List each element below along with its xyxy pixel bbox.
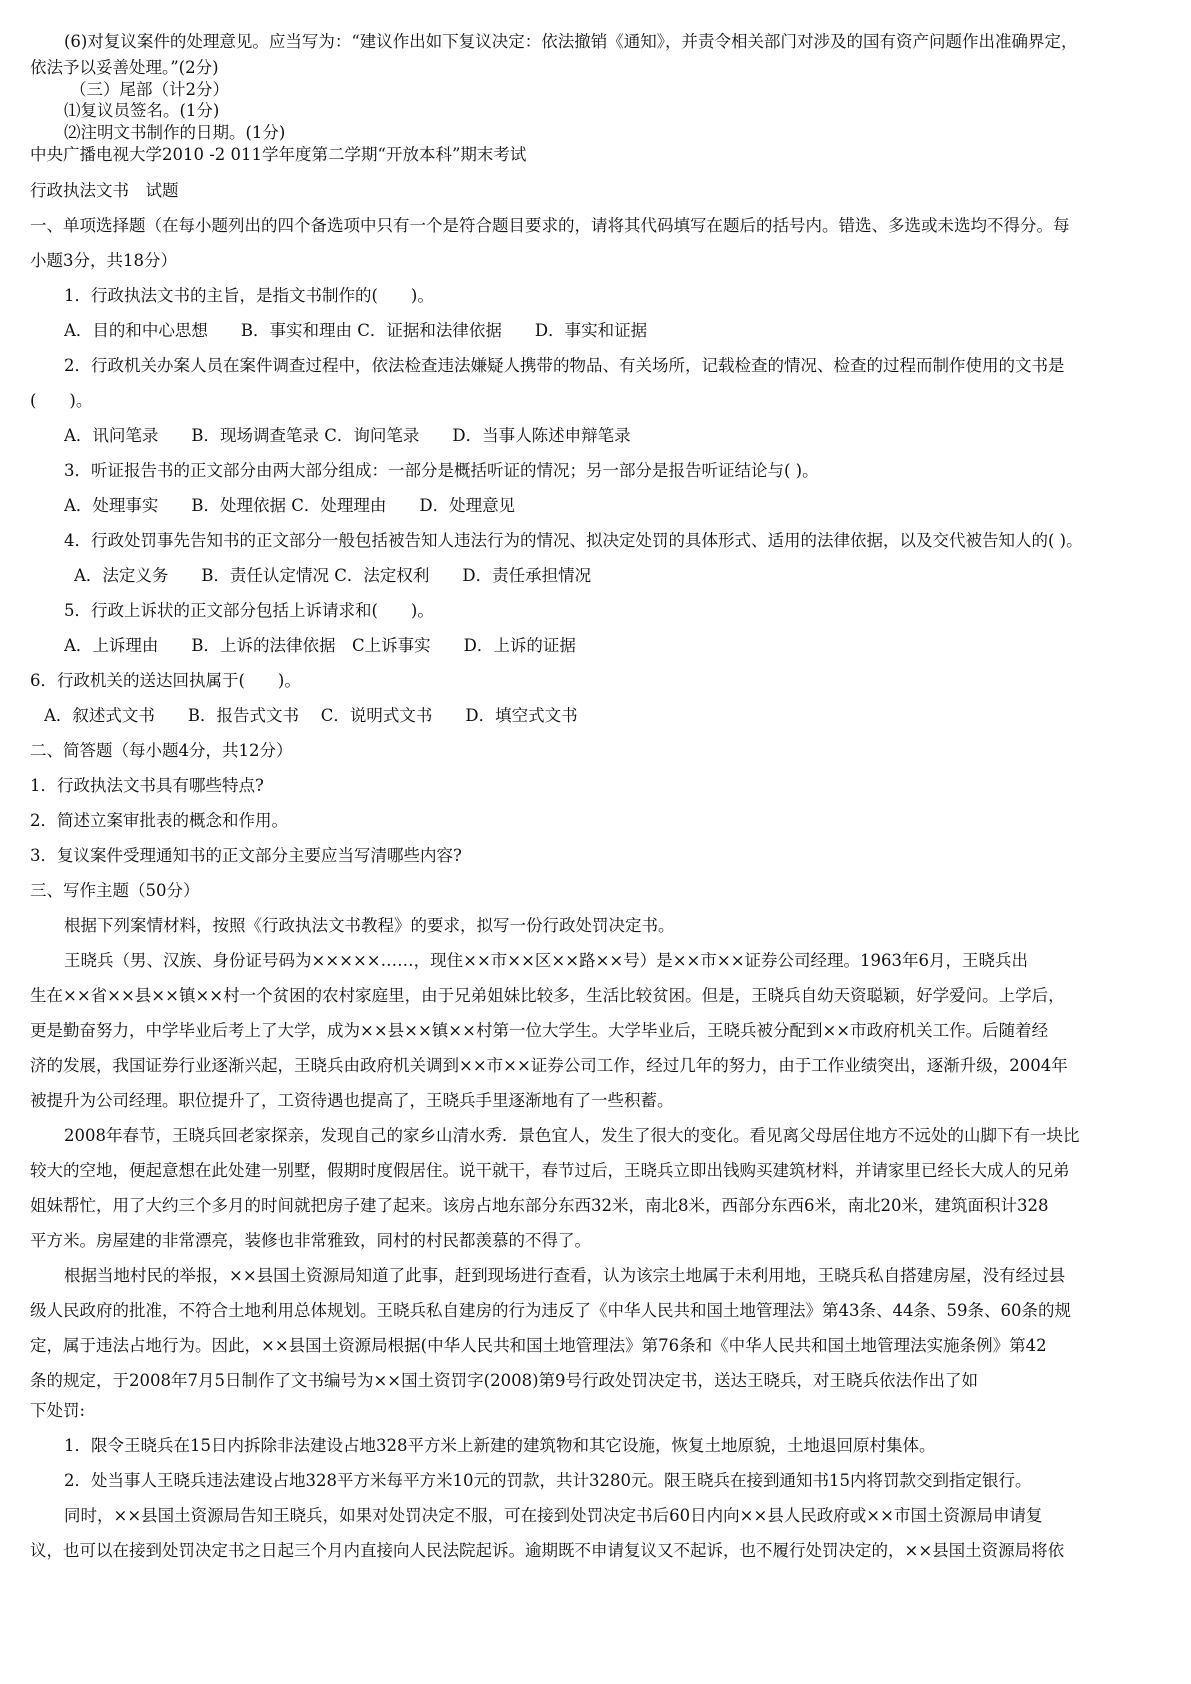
answer-options: A．目的和中心思想 B．事实和理由 C．证据和法律依据 D．事实和证据 (64, 321, 648, 340)
question: 2．简述立案审批表的概念和作用。 (30, 811, 288, 830)
text-line: (6)对复议案件的处理意见。应当写为：“建议作出如下复议决定：依法撤销《通知》，并责令相关部门对涉及的国有资产问题作出准确界定， (64, 32, 1078, 51)
text-line: 同时，××县国土资源局告知王晓兵，如果对处罚决定不服，可在接到处罚决定书后60日内向××县人民政府或××市国土资源局申请复 (64, 1506, 1043, 1525)
answer-options: A．上诉理由 B．上诉的法律依据 C上诉事实 D．上诉的证据 (64, 636, 576, 655)
text-line: 被提升为公司经理。职位提升了，工资待遇也提高了，王晓兵手里逐渐地有了一些积蓄。 (30, 1091, 674, 1110)
text-line: ( )。 (30, 391, 93, 410)
text-line: 王晓兵（男、汉族、身份证号码为×××××……，现住××市××区××路××号）是××市××证券公司经理。1963年6月，王晓兵出 (64, 951, 1029, 970)
text-line: 条的规定，于2008年7月5日制作了文书编号为××国土资罚字(2008)第9号行政处罚决定书，送达王晓兵，对王晓兵依法作出了如 (30, 1371, 979, 1390)
text-line: 级人民政府的批准，不符合土地利用总体规划。王晓兵私自建房的行为违反了《中华人民共和国土地管理法》第43条、44条、59条、60条的规 (30, 1301, 1071, 1320)
exam-title: 中央广播电视大学2010 -2 011学年度第二学期“开放本科”期末考试 (30, 145, 527, 164)
text-line: 1．限令王晓兵在15日内拆除非法建设占地328平方米上新建的建筑物和其它设施，恢复土地原貌，土地退回原村集体。 (64, 1436, 936, 1455)
question: 2．行政机关办案人员在案件调查过程中，依法检查违法嫌疑人携带的物品、有关场所，记载检查的情况、检查的过程而制作使用的文书是 (64, 356, 1065, 375)
text-line: 平方米。房屋建的非常漂亮，装修也非常雅致，同村的村民都羡慕的不得了。 (30, 1231, 591, 1250)
text-line: 2008年春节，王晓兵回老家探亲，发现自己的家乡山清水秀．景色宜人，发生了很大的变化。看见离父母居住地方不远处的山脚下有一块比 (64, 1126, 1080, 1145)
text-line: 依法予以妥善处理。”(2分) (30, 58, 219, 77)
text-line: 议，也可以在接到处罚决定书之日起三个月内直接向人民法院起诉。逾期既不申请复议又不起诉，也不履行处罚决定的，××县国土资源局将依 (30, 1541, 1065, 1560)
question: 3．复议案件受理通知书的正文部分主要应当写清哪些内容? (30, 846, 462, 865)
text-line: ⑴复议员签名。(1分) (64, 101, 220, 120)
text-line: ⑵注明文书制作的日期。(1分) (64, 123, 286, 142)
text-line: 根据当地村民的举报，××县国土资源局知道了此事，赶到现场进行查看，认为该宗土地属于未利用地，王晓兵私自搭建房屋，没有经过县 (64, 1266, 1066, 1285)
question: 1．行政执法文书具有哪些特点? (30, 776, 264, 795)
answer-options: A．叙述式文书 B．报告式文书 C．说明式文书 D．填空式文书 (44, 706, 578, 725)
text-line: 较大的空地，便起意想在此处建一别墅，假期时度假居住。说干就干，春节过后，王晓兵立即出钱购买建筑材料，并请家里已经长大成人的兄弟 (30, 1161, 1070, 1180)
answer-options: A．讯问笔录 B．现场调查笔录 C．询问笔录 D．当事人陈述申辩笔录 (64, 426, 631, 445)
text-line: 定，属于违法占地行为。因此，××县国土资源局根据(中华人民共和国土地管理法》第76条和《中华人民共和国土地管理法实施条例》第42 (30, 1336, 1047, 1355)
exam-subject: 行政执法文书 试题 (30, 181, 179, 200)
text-line: 更是勤奋努力，中学毕业后考上了大学，成为××县××镇××村第一位大学生。大学毕业后，王晓兵被分配到××市政府机关工作。后随着经 (30, 1021, 1049, 1040)
text-line: 2．处当事人王晓兵违法建设占地328平方米每平方米10元的罚款，共计3280元。限王晓兵在接到通知书15内将罚款交到指定银行。 (64, 1471, 1032, 1490)
text-line: 根据下列案情材料，按照《行政执法文书教程》的要求，拟写一份行政处罚决定书。 (64, 916, 675, 935)
question: 3．听证报告书的正文部分由两大部分组成：一部分是概括听证的情况；另一部分是报告听证结论与( )。 (64, 461, 819, 480)
answer-options: A．法定义务 B．责任认定情况 C．法定权利 D．责任承担情况 (74, 566, 592, 585)
text-line: 下处罚: (30, 1401, 86, 1420)
question: 6．行政机关的送达回执属于( )。 (30, 671, 301, 690)
section-heading: 二、简答题（每小题4分，共12分） (30, 741, 293, 760)
text-line: 小题3分，共18分） (30, 251, 177, 270)
text-line: 生在××省××县××镇××村一个贫困的农村家庭里，由于兄弟姐妹比较多，生活比较贫困。但是，王晓兵自幼天资聪颖，好学爱问。上学后， (30, 986, 1065, 1005)
text-line: 姐妹帮忙，用了大约三个多月的时间就把房子建了起来。该房占地东部分东西32米，南北8米，西部分东西6米，南北20米，建筑面积计328 (30, 1196, 1049, 1215)
answer-options: A．处理事实 B．处理依据 C．处理理由 D．处理意见 (64, 496, 516, 515)
question: 1．行政执法文书的主旨，是指文书制作的( )。 (64, 286, 434, 305)
section-heading: （三）尾部（计2分） (70, 80, 229, 99)
question: 5．行政上诉状的正文部分包括上诉请求和( )。 (64, 601, 434, 620)
text-line: 济的发展，我国证券行业逐渐兴起，王晓兵由政府机关调到××市××证券公司工作，经过几年的努力，由于工作业绩突出，逐渐升级，2004年 (30, 1056, 1068, 1075)
question: 4．行政处罚事先告知书的正文部分一般包括被告知人违法行为的情况、拟决定处罚的具体形式、适用的法律依据，以及交代被告知人的( )。 (64, 531, 1083, 550)
section-heading: 一、单项选择题（在每小题列出的四个备选项中只有一个是符合题目要求的，请将其代码填写在题后的括号内。错选、多选或未选均不得分。每 (30, 216, 1070, 235)
section-heading: 三、写作主题（50分） (30, 881, 200, 900)
